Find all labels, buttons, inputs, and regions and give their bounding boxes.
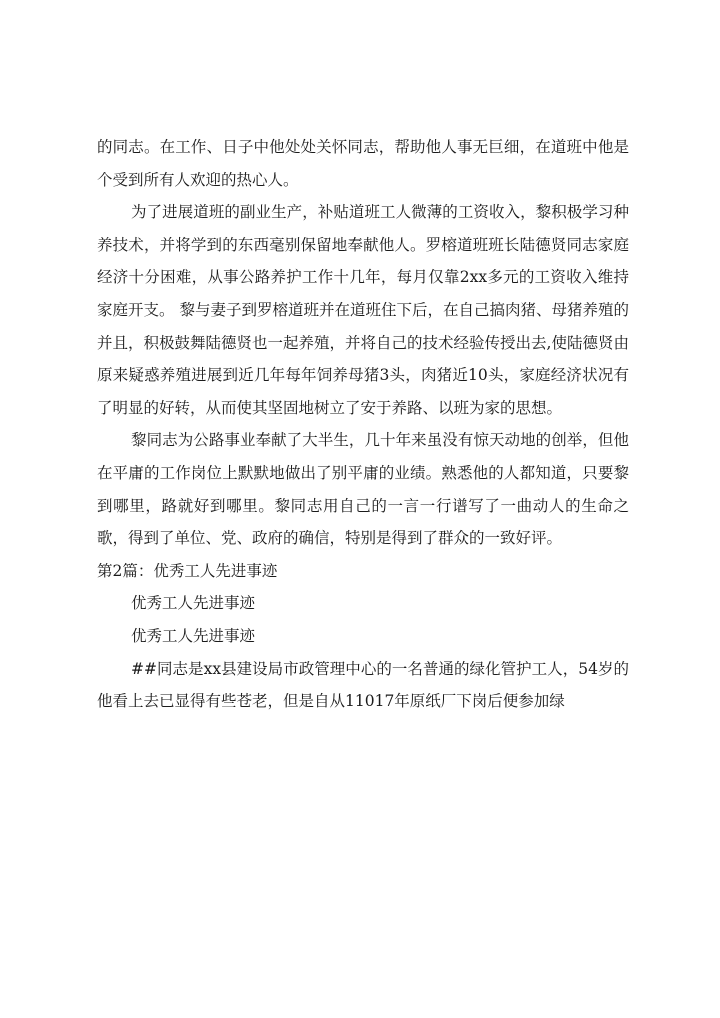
paragraph-continuation: 的同志。在工作、日子中他处处关怀同志，帮助他人事无巨细，在道班中他是个受到所有人欢迎的热心人。 bbox=[97, 138, 629, 189]
subtitle-second: 优秀工人先进事迹 bbox=[131, 626, 256, 645]
paragraph-worker-intro: ##同志是xx县建设局市政管理中心的一名普通的绿化管护工人，54岁的他看上去已显得有些苍老，但是自从11017年原纸厂下岗后便参加绿 bbox=[97, 659, 629, 711]
paragraph-dedication: 黎同志为公路事业奉献了大半生，几十年来虽没有惊天动地的创举，但他在平庸的工作岗位上默默地做出了别平庸的业绩。熟悉他的人都知道，只要黎到哪里，路就好到哪里。黎同志用自己的一言一行谱写了一曲动人的生命之歌，得到了单位、党、政府的确信，特别是得到了群众的一致好评。 bbox=[97, 431, 629, 548]
subtitle-first: 优秀工人先进事迹 bbox=[131, 594, 256, 613]
section-heading: 第2篇：优秀工人先进事迹 bbox=[97, 561, 278, 580]
paragraph-sideline-production: 为了进展道班的副业生产，补贴道班工人微薄的工资收入，黎积极学习种养技术，并将学到的东西毫别保留地奉献他人。罗榕道班班长陆德贤同志家庭经济十分困难，从事公路养护工作十几年，每月仅靠2xx多元的工资收入维持家庭开支。 黎与妻子到罗榕道班并在道班住下后，在自己搞肉猪、母猪养殖的并且，积极鼓舞陆德贤也一起养殖，并将自己的技术经验传授出去,使陆德贤由原来疑惑养殖进展到近几年每年饲养母猪3头，肉猪近10头，家庭经济状况有了明显的好转，从而使其坚固地树立了安于养路、以班为家的思想。 bbox=[97, 203, 629, 417]
document-body bbox=[97, 131, 629, 718]
